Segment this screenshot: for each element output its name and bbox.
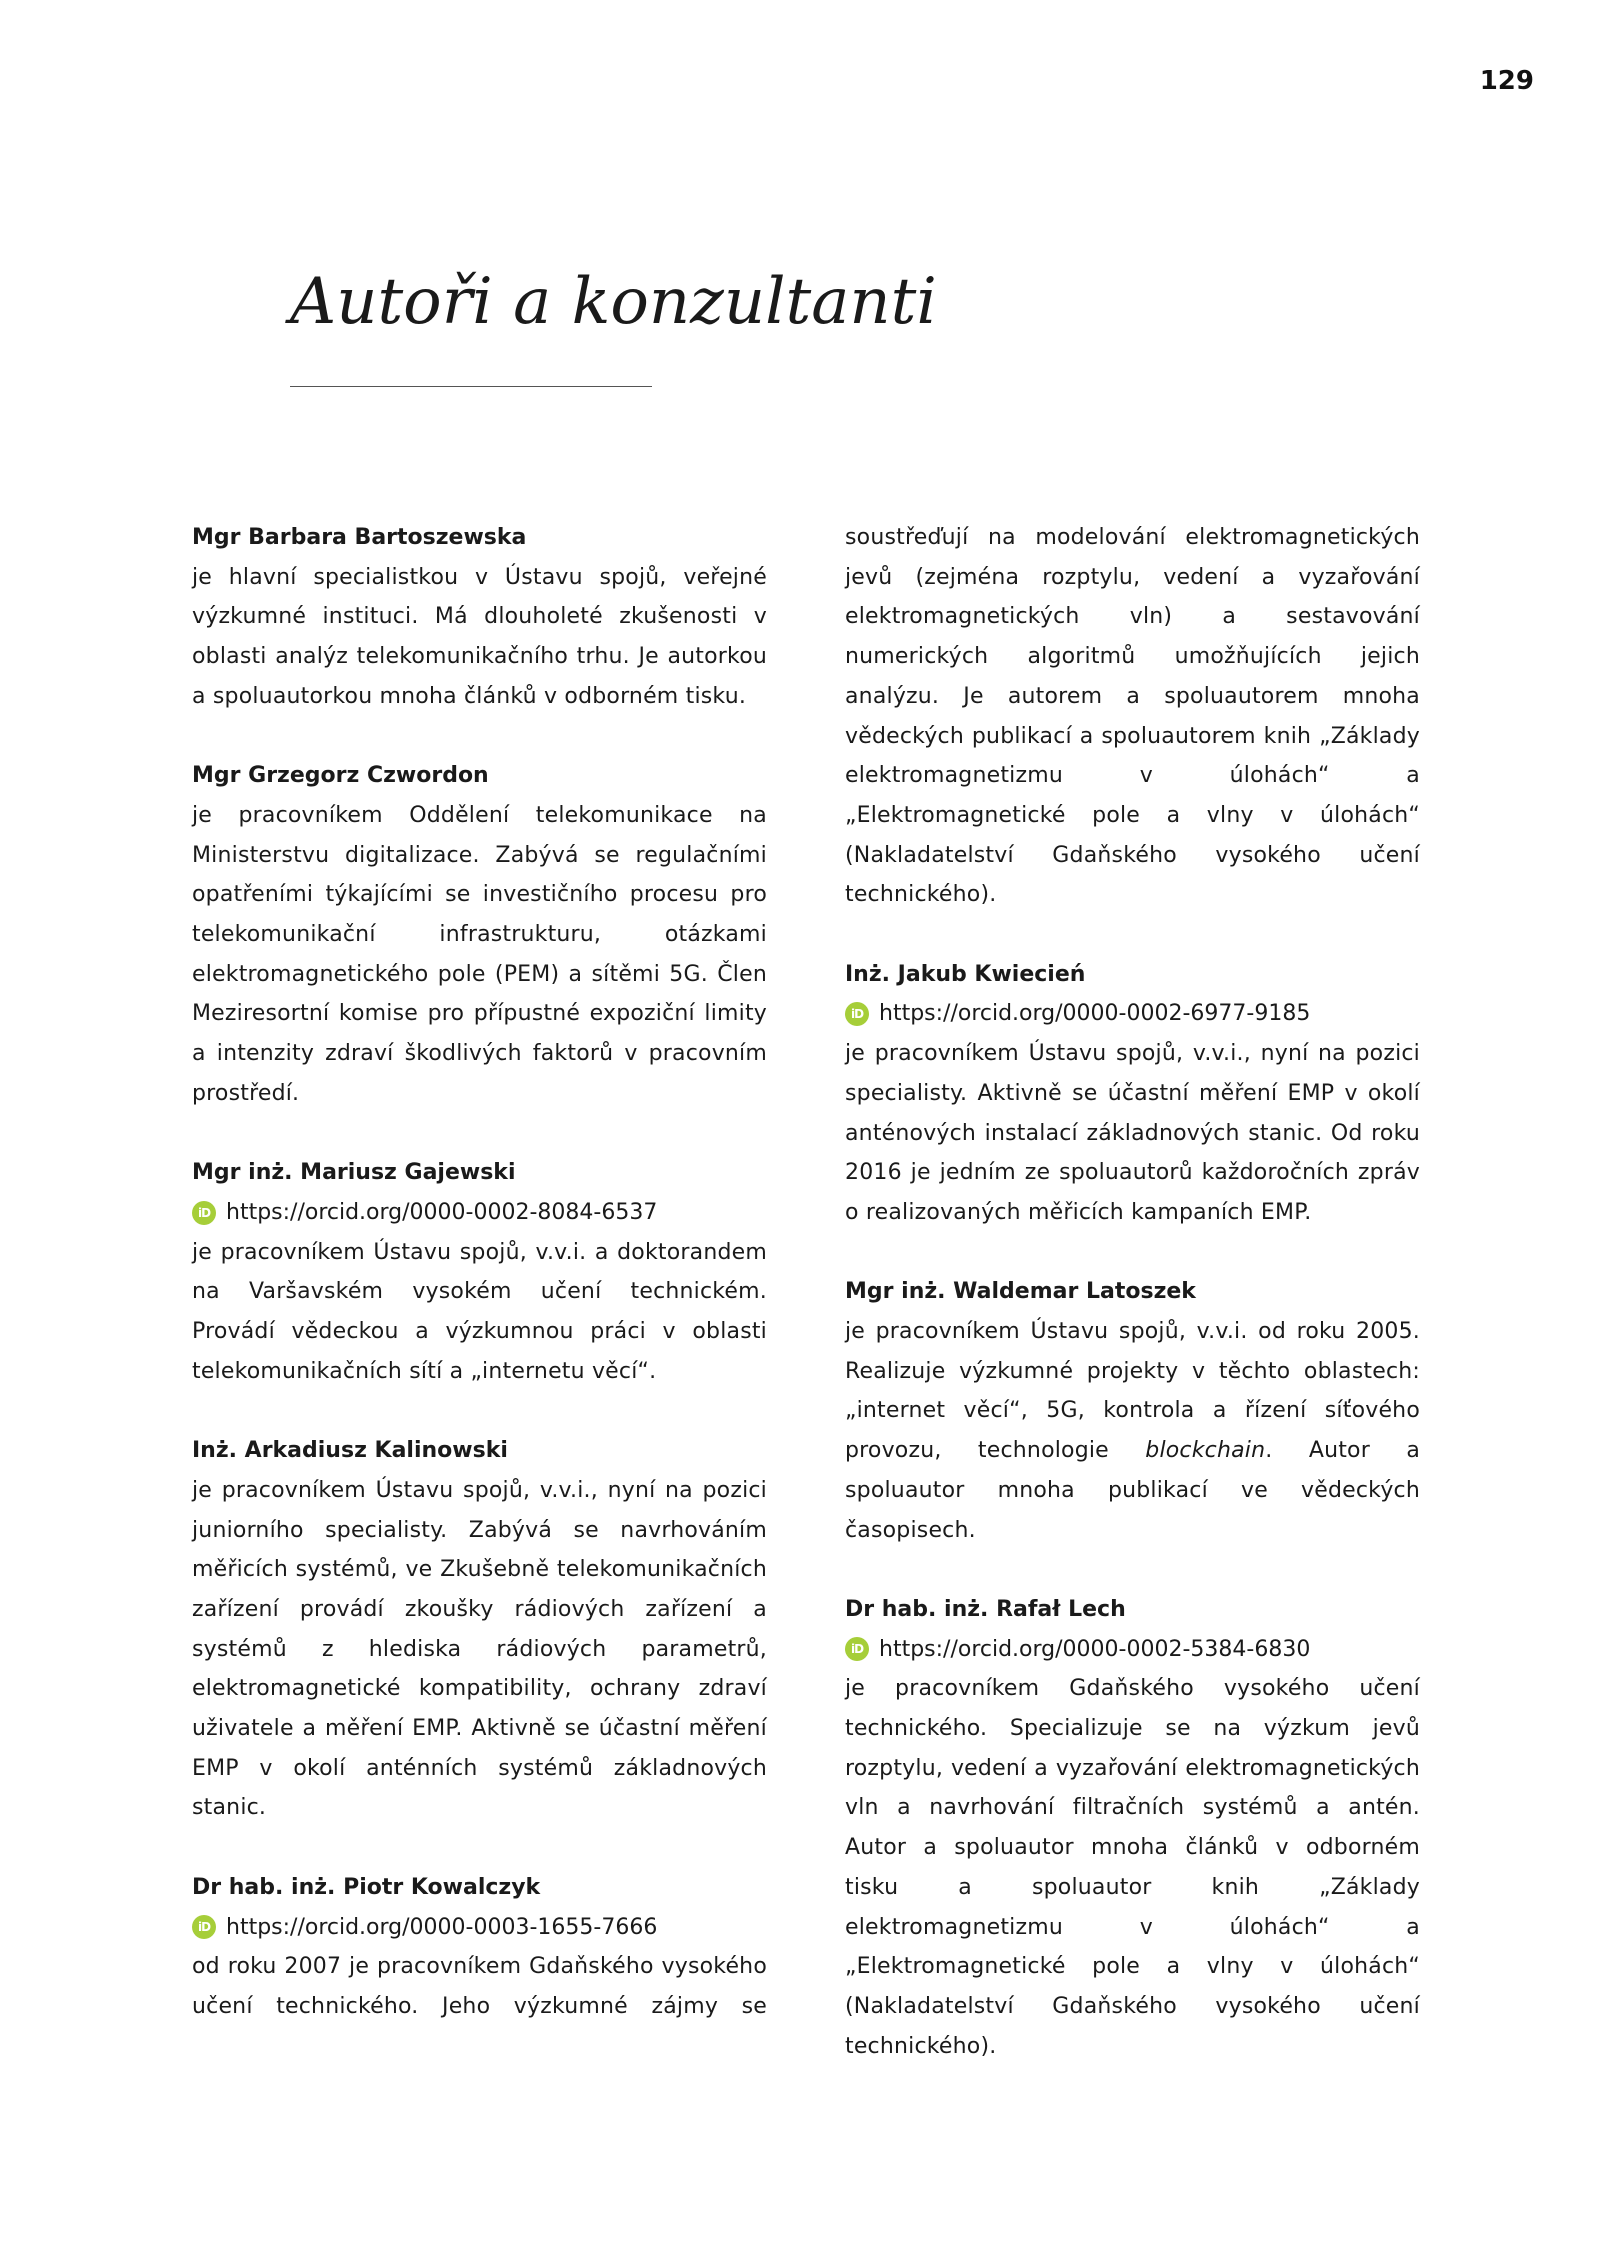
- orcid-line: [192, 1908, 767, 1948]
- orcid-link[interactable]: https://orcid.org/0000-0002-5384-6830: [879, 1636, 1311, 1662]
- bio-italic-term: blockchain: [1145, 1438, 1266, 1464]
- author-entry-latoszek: [845, 1272, 1420, 1550]
- author-name: Inż. Arkadiusz Kalinowski: [192, 1438, 508, 1464]
- orcid-link[interactable]: https://orcid.org/0000-0002-8084-6537: [226, 1199, 658, 1225]
- author-name: Mgr Barbara Bartoszewska: [192, 525, 527, 550]
- author-name: Dr hab. inż. Rafał Lech: [845, 1596, 1126, 1622]
- author-bio: je pracovníkem Oddělení telekomunikace na Ministerstvu digitalizace. Zabývá se regulačními opatřeními týkajícími se investičního procesu pro telekomunikační infrastrukturu, otázkami elektromagnetického pole (PEM) a sítěmi 5G. Člen Meziresortní komise pro přípustné expoziční limity a intenzity zdraví škodlivých faktorů v pracovním prostředí.: [192, 802, 767, 1106]
- author-name: Mgr Grzegorz Czwordon: [192, 763, 489, 789]
- author-entry-bartoszewska: [192, 518, 767, 717]
- orcid-icon: iD: [845, 1002, 869, 1026]
- author-entry-czwordon: [192, 756, 767, 1113]
- author-bio: je pracovníkem Ústavu spojů, v.v.i., nyní na pozici juniorního specialisty. Zabývá se navrhováním měřicích systémů, ve Zkušebně telekomunikačních zařízení provádí zkoušky rádiových zařízení a systémů z hlediska rádiových parametrů, elektromagnetické kompatibility, ochrany zdraví uživatele a měření EMP. Aktivně se účastní měření EMP v okolí anténních systémů základnových stanic.: [192, 1477, 767, 1821]
- right-column: [845, 518, 1420, 2106]
- orcid-icon: iD: [845, 1637, 869, 1661]
- bio-text: je pracovníkem Ústavu spojů, v.v.i. od roku 2005. Realizuje výzkumné projekty v těchto oblastech: „internet věcí“, 5G, kontrola a řízení síťového provozu, technologie: [845, 1319, 1420, 1464]
- left-column: [192, 518, 767, 2066]
- bio-text: . Autor a spoluautor mnoha publikací ve vědeckých časopisech.: [845, 1438, 1420, 1543]
- author-entry-kowalczyk: [192, 1868, 767, 2027]
- author-entry-kowalczyk-continued: [845, 518, 1420, 915]
- author-bio: [845, 1312, 1420, 1550]
- author-entry-kalinowski: [192, 1431, 767, 1828]
- author-entry-kwiecien: [845, 955, 1420, 1233]
- orcid-line: [845, 1630, 1420, 1670]
- author-bio: je pracovníkem Ústavu spojů, v.v.i., nyní na pozici specialisty. Aktivně se účastní měření EMP v okolí anténových instalací základnových stanic. Od roku 2016 je jedním ze spoluautorů každoročních zpráv o realizovaných měřicích kampaních EMP.: [845, 1041, 1420, 1225]
- author-entry-gajewski: [192, 1153, 767, 1391]
- orcid-line: [845, 994, 1420, 1034]
- author-bio: je pracovníkem Ústavu spojů, v.v.i. a doktorandem na Varšavském vysokém učení technickém. Provádí vědeckou a výzkumnou práci v oblasti telekomunikačních sítí a „internetu věcí“.: [192, 1239, 767, 1384]
- author-bio-continuation: soustřeďují na modelování elektromagnetických jevů (zejména rozptylu, vedení a vyzařování elektromagnetických vln) a sestavování numerických algoritmů umožňujících jejich analýzu. Je autorem a spoluautorem mnoha vědeckých publikací a spoluautorem knih „Základy elektromagnetizmu v úlohách“ a „Elektromagnetické pole a vlny v úlohách“ (Nakladatelství Gdaňského vysokého učení technického).: [845, 525, 1420, 908]
- author-name: Mgr inż. Waldemar Latoszek: [845, 1279, 1196, 1305]
- orcid-icon: iD: [192, 1915, 216, 1939]
- orcid-link[interactable]: https://orcid.org/0000-0002-6977-9185: [879, 1001, 1311, 1027]
- orcid-link[interactable]: https://orcid.org/0000-0003-1655-7666: [226, 1914, 658, 1940]
- author-name: Mgr inż. Mariusz Gajewski: [192, 1160, 516, 1186]
- author-name: Dr hab. inż. Piotr Kowalczyk: [192, 1874, 541, 1900]
- orcid-icon: iD: [192, 1201, 216, 1225]
- orcid-line: [192, 1193, 767, 1233]
- author-bio: od roku 2007 je pracovníkem Gdaňského vysokého učení technického. Jeho výzkumné zájmy se: [192, 1954, 767, 2019]
- author-bio: je pracovníkem Gdaňského vysokého učení technického. Specializuje se na výzkum jevů rozptylu, vedení a vyzařování elektromagnetických vln a navrhování filtračních systémů a antén. Autor a spoluautor mnoha článků v odborném tisku a spoluautor knih „Základy elektromagnetizmu v úlohách“ a „Elektromagnetické pole a vlny v úlohách“ (Nakladatelství Gdaňského vysokého učení technického).: [845, 1676, 1420, 2059]
- title-underline: [290, 386, 652, 387]
- page-number: 129: [1479, 66, 1534, 96]
- author-name: Inż. Jakub Kwiecień: [845, 961, 1086, 987]
- page-title: Autoři a konzultanti: [290, 265, 937, 339]
- author-entry-lech: [845, 1590, 1420, 2066]
- author-bio: je hlavní specialistkou v Ústavu spojů, veřejné výzkumné instituci. Má dlouholeté zkušenosti v oblasti analýz telekomunikačního trhu. Je autorkou a spoluautorkou mnoha článků v odborném tisku.: [192, 564, 767, 709]
